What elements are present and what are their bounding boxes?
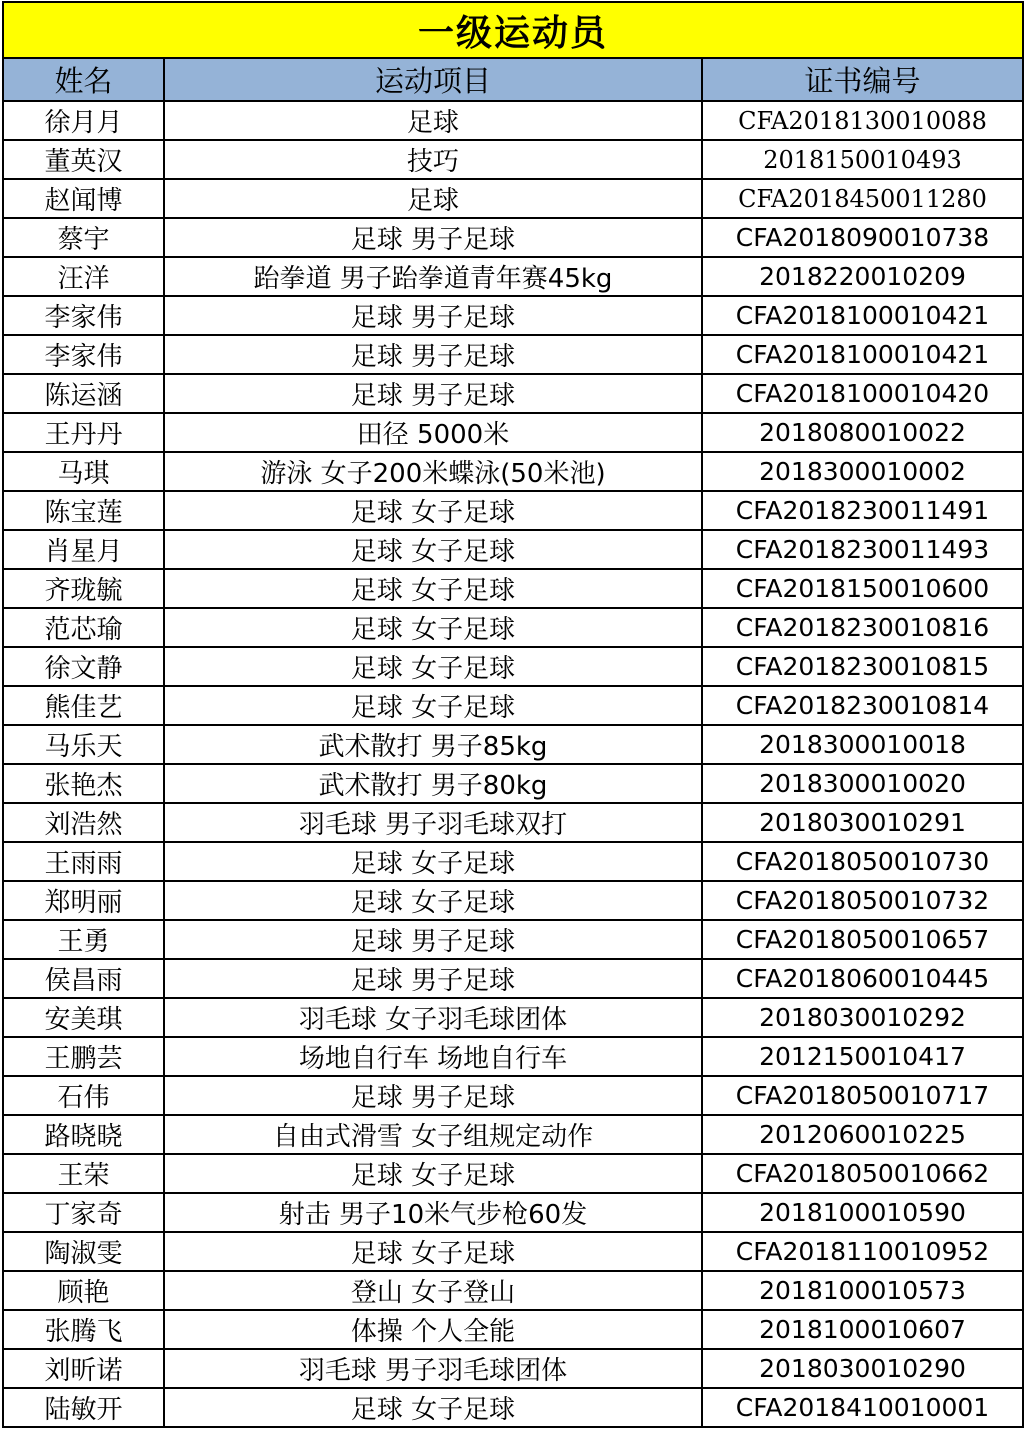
sport-event-cell: 田径 5000米	[164, 413, 702, 452]
table-row	[3, 1193, 1023, 1232]
sport-event-cell: 足球 男子足球	[164, 296, 702, 335]
certificate-number-cell: CFA2018050010717	[702, 1076, 1023, 1115]
sport-event-cell: 足球 男子足球	[164, 920, 702, 959]
sport-event-cell: 跆拳道 男子跆拳道青年赛45kg	[164, 257, 702, 296]
sport-event-cell: 足球	[164, 101, 702, 140]
table-row	[3, 1349, 1023, 1388]
table-row	[3, 296, 1023, 335]
athlete-name-cell: 肖星月	[3, 530, 164, 569]
certificate-number-cell: CFA2018090010738	[702, 218, 1023, 257]
certificate-number-cell: CFA2018150010600	[702, 569, 1023, 608]
athlete-name-cell: 范芯瑜	[3, 608, 164, 647]
sport-event-cell: 足球 男子足球	[164, 374, 702, 413]
athlete-name-cell: 陈运涵	[3, 374, 164, 413]
certificate-number-cell: CFA2018100010420	[702, 374, 1023, 413]
table-row	[3, 725, 1023, 764]
table-row	[3, 101, 1023, 140]
sport-event-cell: 足球 女子足球	[164, 686, 702, 725]
certificate-number-cell: CFA2018450011280	[702, 179, 1023, 218]
table-row	[3, 491, 1023, 530]
certificate-number-cell: 2012150010417	[702, 1037, 1023, 1076]
table-row	[3, 686, 1023, 725]
title-row	[3, 2, 1023, 58]
athlete-name-cell: 安美琪	[3, 998, 164, 1037]
table-row	[3, 920, 1023, 959]
table-row	[3, 881, 1023, 920]
certificate-number-cell: CFA2018410010001	[702, 1388, 1023, 1427]
certificate-number-cell: CFA2018050010657	[702, 920, 1023, 959]
table-row	[3, 608, 1023, 647]
header-event: 运动项目	[164, 58, 702, 101]
certificate-number-cell: 2018300010020	[702, 764, 1023, 803]
sport-event-cell: 武术散打 男子85kg	[164, 725, 702, 764]
table-row	[3, 803, 1023, 842]
athlete-name-cell: 张腾飞	[3, 1310, 164, 1349]
table-row	[3, 569, 1023, 608]
table-row	[3, 647, 1023, 686]
certificate-number-cell: 2018030010291	[702, 803, 1023, 842]
table-row	[3, 1232, 1023, 1271]
certificate-number-cell: 2018300010002	[702, 452, 1023, 491]
certificate-number-cell: CFA2018100010421	[702, 296, 1023, 335]
sport-event-cell: 体操 个人全能	[164, 1310, 702, 1349]
athlete-name-cell: 侯昌雨	[3, 959, 164, 998]
athlete-name-cell: 马琪	[3, 452, 164, 491]
sport-event-cell: 羽毛球 男子羽毛球团体	[164, 1349, 702, 1388]
athlete-name-cell: 刘浩然	[3, 803, 164, 842]
table-row	[3, 257, 1023, 296]
table-row	[3, 1037, 1023, 1076]
table-row	[3, 218, 1023, 257]
athlete-name-cell: 李家伟	[3, 296, 164, 335]
sport-event-cell: 足球 男子足球	[164, 1076, 702, 1115]
table-row	[3, 1388, 1023, 1427]
table-row	[3, 959, 1023, 998]
table-row	[3, 998, 1023, 1037]
sport-event-cell: 武术散打 男子80kg	[164, 764, 702, 803]
table-row	[3, 1310, 1023, 1349]
table-row	[3, 335, 1023, 374]
sport-event-cell: 游泳 女子200米蝶泳(50米池)	[164, 452, 702, 491]
athlete-name-cell: 汪洋	[3, 257, 164, 296]
sport-event-cell: 场地自行车 场地自行车	[164, 1037, 702, 1076]
sport-event-cell: 足球 女子足球	[164, 491, 702, 530]
certificate-number-cell: CFA2018110010952	[702, 1232, 1023, 1271]
table-row	[3, 1115, 1023, 1154]
athlete-name-cell: 熊佳艺	[3, 686, 164, 725]
header-name: 姓名	[3, 58, 164, 101]
athlete-name-cell: 石伟	[3, 1076, 164, 1115]
table-row	[3, 842, 1023, 881]
table-title: 一级运动员	[3, 2, 1023, 58]
athlete-name-cell: 顾艳	[3, 1271, 164, 1310]
certificate-number-cell: CFA2018230011493	[702, 530, 1023, 569]
sport-event-cell: 羽毛球 男子羽毛球双打	[164, 803, 702, 842]
athlete-name-cell: 董英汉	[3, 140, 164, 179]
certificate-number-cell: CFA2018230010816	[702, 608, 1023, 647]
table-row	[3, 374, 1023, 413]
certificate-number-cell: CFA2018060010445	[702, 959, 1023, 998]
athlete-name-cell: 刘昕诺	[3, 1349, 164, 1388]
sport-event-cell: 登山 女子登山	[164, 1271, 702, 1310]
athlete-name-cell: 郑明丽	[3, 881, 164, 920]
athlete-name-cell: 徐月月	[3, 101, 164, 140]
athlete-name-cell: 蔡宇	[3, 218, 164, 257]
table-row	[3, 179, 1023, 218]
sport-event-cell: 足球 女子足球	[164, 569, 702, 608]
certificate-number-cell: CFA2018130010088	[702, 101, 1023, 140]
sport-event-cell: 足球 女子足球	[164, 1388, 702, 1427]
table-row	[3, 1271, 1023, 1310]
sport-event-cell: 技巧	[164, 140, 702, 179]
certificate-number-cell: 2018100010607	[702, 1310, 1023, 1349]
athlete-name-cell: 王雨雨	[3, 842, 164, 881]
sport-event-cell: 足球 女子足球	[164, 1232, 702, 1271]
athlete-name-cell: 陈宝莲	[3, 491, 164, 530]
athlete-name-cell: 张艳杰	[3, 764, 164, 803]
table-row	[3, 764, 1023, 803]
athlete-name-cell: 徐文静	[3, 647, 164, 686]
table-row	[3, 140, 1023, 179]
certificate-number-cell: 2018300010018	[702, 725, 1023, 764]
sport-event-cell: 自由式滑雪 女子组规定动作	[164, 1115, 702, 1154]
certificate-number-cell: CFA2018230011491	[702, 491, 1023, 530]
athlete-name-cell: 马乐天	[3, 725, 164, 764]
table-row	[3, 530, 1023, 569]
sport-event-cell: 足球 女子足球	[164, 881, 702, 920]
sport-event-cell: 足球 男子足球	[164, 218, 702, 257]
athlete-name-cell: 路晓晓	[3, 1115, 164, 1154]
athlete-table	[2, 1, 1024, 1428]
header-row	[3, 58, 1023, 101]
certificate-number-cell: CFA2018050010662	[702, 1154, 1023, 1193]
sport-event-cell: 足球	[164, 179, 702, 218]
header-cert: 证书编号	[702, 58, 1023, 101]
certificate-number-cell: 2018080010022	[702, 413, 1023, 452]
athlete-name-cell: 齐珑毓	[3, 569, 164, 608]
sport-event-cell: 足球 女子足球	[164, 842, 702, 881]
athlete-name-cell: 王丹丹	[3, 413, 164, 452]
table-row	[3, 452, 1023, 491]
certificate-number-cell: 2018220010209	[702, 257, 1023, 296]
athlete-name-cell: 陶淑雯	[3, 1232, 164, 1271]
certificate-number-cell: CFA2018230010814	[702, 686, 1023, 725]
athlete-name-cell: 丁家奇	[3, 1193, 164, 1232]
certificate-number-cell: CFA2018230010815	[702, 647, 1023, 686]
table-row	[3, 1154, 1023, 1193]
sport-event-cell: 足球 女子足球	[164, 1154, 702, 1193]
sport-event-cell: 足球 女子足球	[164, 647, 702, 686]
sport-event-cell: 射击 男子10米气步枪60发	[164, 1193, 702, 1232]
certificate-number-cell: CFA2018050010730	[702, 842, 1023, 881]
sport-event-cell: 足球 女子足球	[164, 608, 702, 647]
certificate-number-cell: 2018100010590	[702, 1193, 1023, 1232]
athlete-name-cell: 李家伟	[3, 335, 164, 374]
athlete-name-cell: 王勇	[3, 920, 164, 959]
table-row	[3, 1076, 1023, 1115]
certificate-number-cell: 2018030010292	[702, 998, 1023, 1037]
certificate-number-cell: CFA2018050010732	[702, 881, 1023, 920]
athlete-name-cell: 王鹏芸	[3, 1037, 164, 1076]
sport-event-cell: 足球 男子足球	[164, 335, 702, 374]
certificate-number-cell: 2012060010225	[702, 1115, 1023, 1154]
athlete-name-cell: 赵闻博	[3, 179, 164, 218]
sport-event-cell: 足球 女子足球	[164, 530, 702, 569]
table-row	[3, 413, 1023, 452]
sport-event-cell: 羽毛球 女子羽毛球团体	[164, 998, 702, 1037]
athlete-name-cell: 王荣	[3, 1154, 164, 1193]
certificate-number-cell: 2018030010290	[702, 1349, 1023, 1388]
sport-event-cell: 足球 男子足球	[164, 959, 702, 998]
certificate-number-cell: CFA2018100010421	[702, 335, 1023, 374]
athlete-name-cell: 陆敏开	[3, 1388, 164, 1427]
certificate-number-cell: 2018150010493	[702, 140, 1023, 179]
certificate-number-cell: 2018100010573	[702, 1271, 1023, 1310]
